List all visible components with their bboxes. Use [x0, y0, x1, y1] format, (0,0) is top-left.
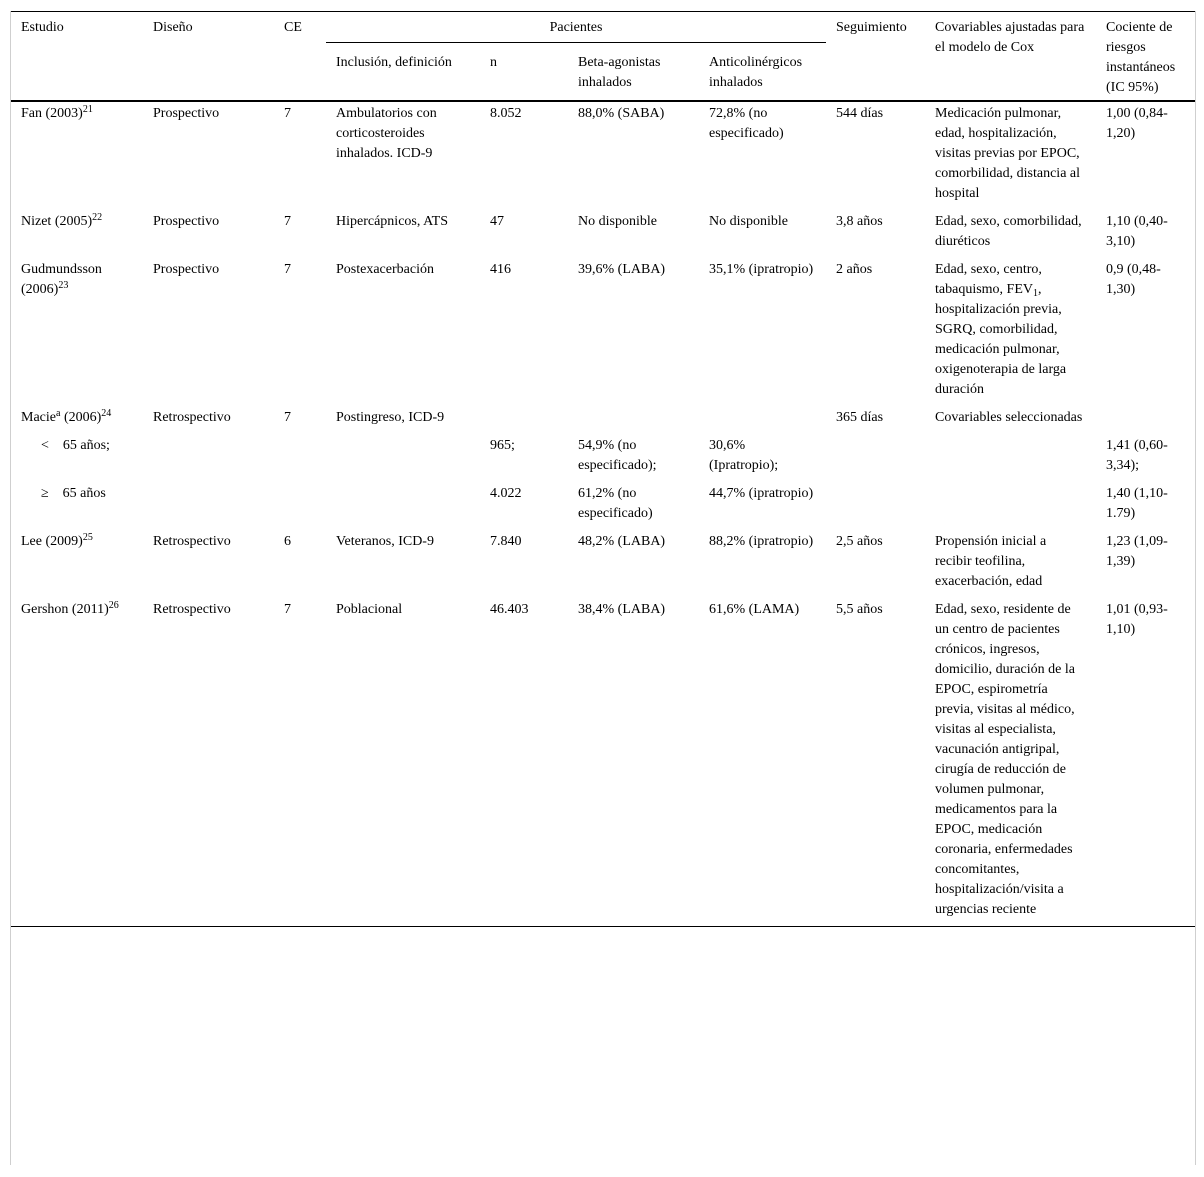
cell-seguimiento: 5,5 años [826, 594, 925, 927]
cell-inclusion: Veteranos, ICD-9 [336, 534, 434, 549]
cell-inclusion: Poblacional [326, 594, 480, 927]
studies-table [11, 11, 1195, 927]
cell-inclusion: Postingreso, ICD-9 [336, 410, 445, 425]
cell-diseno: Retrospectivo [153, 410, 231, 425]
cell-inclusion: Hipercápnicos, ATS [336, 214, 448, 229]
table-container [10, 11, 1196, 1165]
cell-covariables: Medicación pulmonar, edad, hospitalización, visitas previas por EPOC, comorbilidad, distancia al hospital [925, 101, 1096, 206]
cell-seguimiento: 544 días [826, 101, 925, 206]
cell-cociente: 1,10 (0,40-3,10) [1106, 214, 1168, 249]
cell-estudio: Nizet $(2005)^{22}$ [21, 212, 103, 229]
cell-anticol: 61,6% (LAMA) [699, 594, 826, 927]
header-cociente: Cociente de riesgos instantáneos (IC 95%) [1096, 12, 1195, 102]
header-beta: Beta-agonistas inhalados [578, 55, 661, 91]
cell-anticol [699, 402, 826, 430]
cell-ce: 7 [284, 410, 291, 425]
table-row [11, 402, 1195, 430]
table-row [11, 478, 1195, 526]
cell-beta [568, 402, 699, 430]
cell-ce: 7 [274, 594, 326, 927]
table-header [11, 12, 1195, 102]
cell-cociente: 1,40 (1,10-1.79) [1106, 486, 1168, 521]
cell-estudio: Lee $(2009)^{25}$ [21, 532, 93, 549]
header-estudio: Estudio [11, 12, 143, 102]
cell-seguimiento: 2 años [836, 262, 873, 277]
table-row [11, 526, 1195, 594]
cell-n: 965; [490, 438, 515, 453]
cell-estudio: Macie$^a$ $(2006)^{24}$ [21, 408, 112, 425]
table-row [11, 254, 1195, 402]
cell-ce: 6 [284, 534, 291, 549]
cell-ce [274, 430, 326, 478]
cell-n: 4.022 [490, 486, 522, 501]
cell-n: 7.840 [490, 534, 522, 549]
cell-ce: 7 [284, 262, 291, 277]
cell-beta: 39,6% (LABA) [578, 262, 666, 277]
cell-estudio: ≥ 65 años [41, 486, 106, 501]
cell-diseno [143, 430, 274, 478]
cell-diseno: Retrospectivo [153, 534, 231, 549]
cell-n: 47 [490, 214, 504, 229]
cell-beta: No disponible [578, 214, 657, 229]
cell-beta: 54,9% (no especificado); [578, 438, 657, 473]
cell-diseno: Retrospectivo [143, 594, 274, 927]
cell-cociente: 0,9 (0,48-1,30) [1106, 262, 1161, 297]
cell-seguimiento: 3,8 años [836, 214, 883, 229]
header-n: n [490, 55, 497, 71]
cell-diseno: Prospectivo [143, 101, 274, 206]
cell-cociente: 1,23 (1,09-1,39) [1106, 534, 1168, 569]
cell-inclusion [326, 430, 480, 478]
cell-diseno: Prospectivo [153, 262, 220, 277]
cell-inclusion: Ambulatorios con corticosteroides inhalados. ICD-9 [326, 101, 480, 206]
cell-seguimiento: 2,5 años [836, 534, 883, 549]
cell-covariables [925, 478, 1096, 526]
cell-estudio: Gudmundsson $(2006)^{23}$ [21, 262, 102, 297]
cell-n [480, 402, 568, 430]
cell-seguimiento [826, 478, 925, 526]
header-covariables: Covariables ajustadas para el modelo de Cox [925, 12, 1096, 102]
table-row [11, 594, 1195, 927]
cell-anticol: 44,7% (ipratropio) [709, 486, 814, 501]
cell-ce [274, 478, 326, 526]
cell-beta: 88,0% (SABA) [568, 101, 699, 206]
header-diseno: Diseño [143, 12, 274, 102]
cell-n: 46.403 [480, 594, 568, 927]
cell-n: 8.052 [480, 101, 568, 206]
cell-anticol: No disponible [709, 214, 788, 229]
cell-inclusion: Postexacerbación [336, 262, 434, 277]
table-row [11, 430, 1195, 478]
header-inclusion: Inclusión, definición [336, 55, 452, 71]
cell-cociente: 1,41 (0,60-3,34); [1106, 438, 1168, 473]
header-ce: CE [274, 12, 326, 102]
cell-estudio: < 65 años; [41, 438, 110, 453]
cell-n: 416 [490, 262, 511, 277]
cell-estudio: Gershon $(2011)^{26}$ [11, 594, 143, 927]
cell-beta: 38,4% (LABA) [568, 594, 699, 927]
cell-anticol: 30,6% (Ipratropio); [709, 438, 779, 473]
cell-covariables: Covariables seleccionadas [935, 410, 1083, 425]
cell-ce: 7 [284, 214, 291, 229]
cell-anticol: 72,8% (no especificado) [699, 101, 826, 206]
cell-cociente: 1,00 (0,84-1,20) [1096, 101, 1195, 206]
cell-covariables: Propensión inicial a recibir teofilina, exacerbación, edad [935, 534, 1047, 589]
cell-diseno: Prospectivo [153, 214, 220, 229]
table-row [11, 101, 1195, 206]
cell-ce: 7 [274, 101, 326, 206]
header-pacientes: Pacientes [326, 12, 826, 43]
header-anticol: Anticolinérgicos inhalados [709, 55, 803, 91]
cell-anticol: 35,1% (ipratropio) [709, 262, 814, 277]
cell-covariables: Edad, sexo, residente de un centro de pacientes crónicos, ingresos, domicilio, duración de la EPOC, espirometría previa, visitas al médico, visitas al especialista, vacunación antigripal, cirugía de reducción de volumen pulmonar, medicamentos para la EPOC, medicación coronaria, enfermedades concomitantes, hospitalización/visita a urgencias reciente [925, 594, 1096, 927]
cell-inclusion [326, 478, 480, 526]
cell-covariables: Edad, sexo, comorbilidad, diuréticos [935, 214, 1082, 249]
cell-anticol: 88,2% (ipratropio) [709, 534, 814, 549]
cell-seguimiento [826, 430, 925, 478]
cell-estudio: Fan $(2003)^{21}$ [11, 101, 143, 206]
cell-covariables [925, 430, 1096, 478]
header-seguimiento: Seguimiento [826, 12, 925, 102]
cell-covariables: Edad, sexo, centro, tabaquismo, $FEV_1$, hospitalización previa, SGRQ, comorbilidad, medicación pulmonar, oxigenoterapia de larga duración [935, 262, 1067, 397]
cell-cociente [1096, 402, 1195, 430]
cell-beta: 61,2% (no especificado) [578, 486, 653, 521]
table-row [11, 206, 1195, 254]
cell-seguimiento: 365 días [836, 410, 884, 425]
cell-beta: 48,2% (LABA) [578, 534, 666, 549]
cell-diseno [143, 478, 274, 526]
table-body [11, 101, 1195, 927]
cell-cociente: 1,01 (0,93-1,10) [1096, 594, 1195, 927]
